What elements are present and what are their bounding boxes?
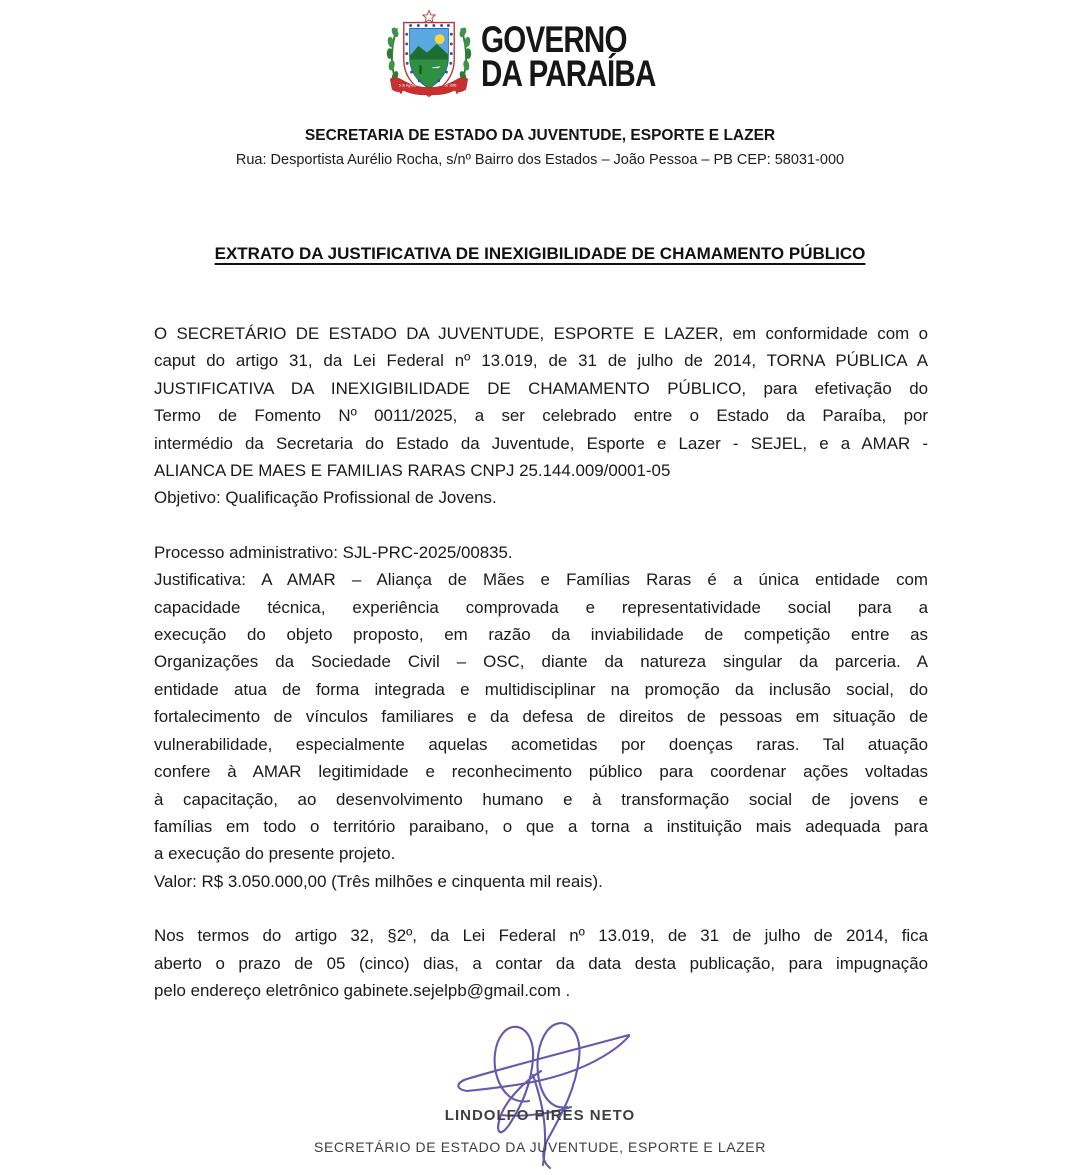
- body-line: vulnerabilidade, especialmente aquelas acometidas por doenças raras. Tal atuação: [154, 734, 928, 754]
- body-line: Processo administrativo: SJL-PRC-2025/00835.: [154, 542, 513, 562]
- body-line: confere à AMAR legitimidade e reconhecimento público para coordenar ações voltadas: [154, 762, 928, 782]
- signature-area: [0, 1015, 1080, 1175]
- paragraph: [154, 320, 928, 512]
- body-line: ALIANCA DE MAES E FAMILIAS RARAS CNPJ 25.144.009/0001-05: [154, 461, 671, 481]
- signer-role: SECRETÁRIO DE ESTADO DA JUVENTUDE, ESPORTE E LAZER: [314, 1139, 766, 1155]
- body-line: entidade atua de forma integrada e multidisciplinar na promoção da inclusão social, do: [154, 679, 928, 699]
- body-line: aberto o prazo de 05 (cinco) dias, a contar da data desta publicação, para impugnação: [154, 953, 928, 973]
- logo-line1: GOVERNO: [480, 19, 627, 60]
- body-line: intermédio da Secretaria do Estado da Juventude, Esporte e Lazer - SEJEL, e a AMAR -: [154, 433, 928, 453]
- logo-wordmark: [480, 19, 656, 94]
- paragraph: [154, 922, 928, 1004]
- org-name: SECRETARIA DE ESTADO DA JUVENTUDE, ESPORTE E LAZER: [304, 127, 776, 144]
- body-line: caput do artigo 31, da Lei Federal nº 13.019, de 31 de julho de 2014, TORNA PÚBLICA A: [154, 351, 928, 371]
- crest-banner-text-right: de 1585: [444, 83, 457, 88]
- paragraph: [154, 539, 928, 895]
- body-line: Nos termos do artigo 32, §2º, da Lei Federal nº 13.019, de 31 de julho de 2014, fica: [154, 926, 928, 946]
- signer-name: LINDOLFO PIRES NETO: [444, 1107, 636, 1124]
- document-body: [154, 320, 928, 1004]
- body-line: capacidade técnica, experiência comprovada e representatividade social para a: [154, 597, 928, 617]
- crest-banner-text-left: 5 de Agosto: [398, 83, 417, 88]
- org-address: Rua: Desportista Aurélio Rocha, s/nº Bairro dos Estados – João Pessoa – PB CEP: 58031-000: [235, 152, 845, 168]
- body-line: pelo endereço eletrônico gabinete.sejelpb@gmail.com .: [154, 980, 571, 1000]
- document-title: EXTRATO DA JUSTIFICATIVA DE INEXIGIBILIDADE DE CHAMAMENTO PÚBLICO: [214, 244, 866, 263]
- body-line: Valor: R$ 3.050.000,00 (Três milhões e cinquenta mil reais).: [154, 871, 603, 891]
- body-line: Justificativa: A AMAR – Aliança de Mães e Famílias Raras é a única entidade com: [154, 570, 928, 590]
- body-line: execução do objeto proposto, em razão da inviabilidade de competição entre as: [154, 625, 928, 645]
- body-line: famílias em todo o território paraibano, o que a torna a instituição mais adequada para: [154, 816, 928, 836]
- body-line: à capacitação, ao desenvolvimento humano e à transformação social de jovens e: [154, 789, 928, 809]
- body-line: Termo de Fomento Nº 0011/2025, a ser celebrado entre o Estado da Paraíba, por: [154, 406, 928, 426]
- logo-line2: DA PARAÍBA: [480, 53, 656, 94]
- body-line: a execução do presente projeto.: [154, 844, 396, 864]
- body-line: fortalecimento de vínculos familiares e da defesa de direitos de pessoas em situação de: [154, 707, 928, 727]
- paraiba-coat-of-arms-icon: [381, 9, 477, 106]
- body-line: JUSTIFICATIVA DA INEXIGIBILIDADE DE CHAMAMENTO PÚBLICO, para efetivação do: [154, 378, 928, 398]
- body-line: O SECRETÁRIO DE ESTADO DA JUVENTUDE, ESPORTE E LAZER, em conformidade com o: [154, 324, 928, 343]
- government-logo: [0, 0, 1080, 106]
- body-line: Objetivo: Qualificação Profissional de Jovens.: [154, 488, 497, 508]
- body-line: Organizações da Sociedade Civil – OSC, diante da natureza singular da parceria. A: [154, 652, 928, 672]
